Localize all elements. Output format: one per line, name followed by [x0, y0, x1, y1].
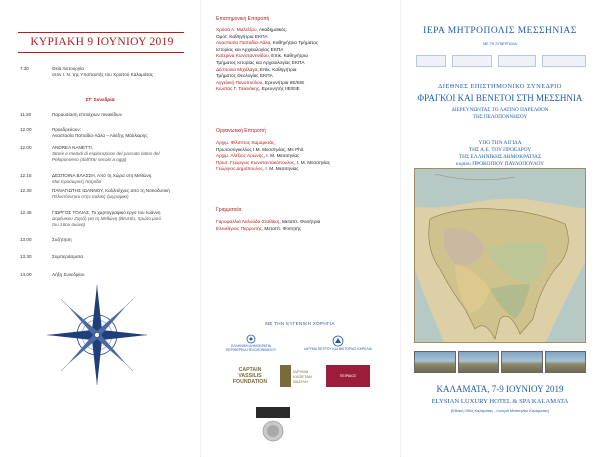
program-line-italic: Πελοπόννησο στην ιταλική ζωγραφική: [52, 193, 129, 199]
kapetan-mark-icon: [280, 365, 291, 387]
kapetan-line-2: ΚΑΠΕΤΑΝ: [293, 373, 312, 379]
captain-vassilis-line-1: CAPTAIN: [238, 367, 262, 373]
coin-icon: [262, 420, 284, 442]
sponsor-banner-text: ΠΕΙΡΑΙΩΣ: [339, 374, 357, 378]
member-name: Αρχιμ. Φίλιππος Χαμαρκτάς: [216, 140, 275, 145]
member-role: Τμήματος Ιστορίας και Αρχαιολογίας ΕΚΠΑ: [216, 59, 305, 65]
secretariat-list: [216, 219, 394, 232]
member-role: , Μεταπτ. Φοιτητής: [261, 225, 302, 231]
place-date: ΚΑΛΑΜΑΤΑ, 7-9 ΙΟΥΝΙΟΥ 2019: [436, 384, 564, 394]
program-time: 12.00: [20, 127, 32, 132]
divider: [18, 52, 184, 53]
member-role: , Ερευνητής ΙΙΕ/ΕΙΕ: [259, 86, 300, 92]
program-line-italic: Storie e metodi di esplorazione del passato latino del: [52, 150, 160, 156]
program-line: Συζήτηση: [52, 237, 72, 242]
program-line-italic: Peloponneso (dall'XIII secolo a oggi): [52, 156, 127, 162]
cosponsor-logo: [542, 55, 586, 67]
committee-member-line: [216, 40, 394, 47]
captain-vassilis-line-2: VASSILIS: [238, 373, 262, 379]
member-name: Χρύσα Α. Μαλτέζου: [216, 27, 257, 32]
program-description: [52, 210, 192, 227]
program-line: Παρουσίαση επιτοίχιων πινακίδων: [52, 112, 122, 117]
landscape-thumbnail: [501, 351, 543, 373]
member-name: Ελευθέριος Περρωτής: [216, 225, 262, 231]
sponsor-banner: [326, 365, 370, 387]
member-name: Κώστας Γ. Τσικνάκης: [216, 86, 260, 92]
subtitle-line-1: ΔΙΕΡΕΥΝΩΝΤΑΣ ΤΟ ΛΑΤΙΝΟ ΠΑΡΕΛΘΟΝ: [451, 107, 549, 113]
conference-title: ΦΡΑΓΚΟΙ ΚΑΙ ΒΕΝΕΤΟΙ ΣΤΗ ΜΕΣΣΗΝΙΑ: [417, 93, 583, 103]
program-time: 12.45: [20, 210, 32, 215]
member-role: Τμήματος Θεολογίας ΕΚΠΑ: [216, 73, 273, 79]
aegis-line-1: ΥΠΟ ΤΗΝ ΑΙΓΙΔΑ: [478, 140, 522, 146]
landscape-thumbnail: [414, 351, 456, 373]
committee-member-line: [216, 166, 394, 173]
member-role: Πρωτοσύγκελλος Ι.Μ. Μεσσηνίας, Ms Phil.: [216, 146, 305, 152]
cosponsor-label: ΜΕ ΤΗ ΣΥΝΕΡΓΑΣΙΑ: [483, 42, 517, 46]
member-name: Πρωτ. Γεώργιος Κωνσταντακόπουλος: [216, 159, 295, 165]
venue-address: (Εθνική Οδός Καλαμάτας - Λουτρά Μεσσηνίας Καλαμάτας): [450, 409, 550, 413]
organizing-committee-list: [216, 140, 394, 173]
program-description: [52, 112, 192, 118]
program-line: Συμπεράσματα: [52, 254, 84, 259]
program-line: Αναστασία Παπαδία-Λάλα – Αλέξης Μάλλιαρης: [52, 132, 148, 138]
program-time: 11.30: [20, 112, 32, 117]
dark-sponsor-logo: [256, 407, 290, 418]
peloponnese-region-logo: [220, 330, 282, 356]
karelia-foundation-logo: [292, 330, 384, 356]
compass-rose-icon: [42, 280, 152, 390]
landscape-thumbnail: [545, 351, 587, 373]
committee-member-line: [216, 60, 394, 67]
kapetan-vasili-logo: [276, 363, 316, 389]
karelia-emblem-icon: [331, 335, 345, 347]
program-time: 7.30: [20, 66, 29, 71]
member-name: Δέσποινα Μιχάλαγα: [216, 66, 258, 72]
member-name: Κατερίνα Κωνσταντινίδου: [216, 53, 269, 59]
metropolis-title: ΙΕΡΑ ΜΗΤΡΟΠΟΛΙΣ ΜΕΣΣΗΝΙΑΣ: [423, 26, 577, 36]
cosponsor-logos: [416, 53, 586, 69]
member-role: Ιστορίας και Αρχαιολογίας ΕΚΠΑ: [216, 46, 284, 52]
landscape-thumbnail: [458, 351, 500, 373]
conference-subtitle: [400, 107, 600, 120]
session-heading: ΣΤ' Συνεδρία: [85, 98, 115, 103]
program-description: [52, 254, 192, 260]
program-line-italic: Δομένικου Ζαρζή για τη Μεθώνη (Βενετία, πρώτο μισό: [52, 215, 162, 221]
member-role: , Ερευνήτρια ΙΙΕ/ΕΙΕ: [262, 79, 305, 85]
karelia-name: ΙΔΡΥΜΑ ΠΕΤΡΟΥ ΚΑΙ ΒΙΚΤΩΡΙΑΣ ΚΑΡΕΛΙΑ: [304, 347, 372, 351]
secretariat-heading: Γραμματεία: [216, 207, 242, 213]
program-line: Προεδρεύουν:: [52, 127, 81, 132]
secretariat-member-line: [216, 219, 394, 226]
member-role: , Καθηγήτρια Τμήματος: [270, 40, 319, 46]
member-role: Ομότ. Καθηγήτρια ΕΚΠΑ: [216, 33, 268, 39]
image-strip: [414, 351, 586, 373]
divider: [18, 32, 184, 33]
committee-member-line: [216, 140, 394, 147]
program-description: [52, 272, 192, 278]
subtitle-line-2: ΤΗΣ ΠΕΛΟΠΟΝΝΗΣΟΥ: [472, 113, 528, 120]
program-time: 12.30: [20, 188, 32, 193]
committee-member-line: [216, 86, 394, 93]
captain-vassilis-line-3: FOUNDATION: [232, 379, 268, 385]
day-title: ΚΥΡΙΑΚΗ 9 ΙΟΥΝΙΟΥ 2019: [30, 36, 174, 48]
scientific-committee-list: [216, 27, 394, 93]
committee-member-line: [216, 53, 394, 60]
program-time: 13.30: [20, 254, 32, 259]
conference-type: ΔΙΕΘΝΕΣ ΕΠΙΣΤΗΜΟΝΙΚΟ ΣΥΝΕΔΡΙΟ: [438, 83, 562, 90]
program-time: 12.00: [20, 145, 32, 150]
committee-member-line: [216, 73, 394, 80]
program-time: 12.15: [20, 173, 32, 178]
program-description: [52, 188, 192, 200]
program-description: [52, 127, 192, 139]
cosponsor-logo: [452, 55, 492, 67]
program-line: στον Ι. Ν. της Υπαπαντής του Χριστού Καλαμάτας: [52, 71, 154, 77]
program-line-italic: Μια προσωρινή πατρίδα: [52, 178, 102, 184]
member-role: , Επίκ. Καθηγήτρια: [257, 66, 297, 72]
member-role: , Ι. Μ. Μεσσηνίας: [294, 159, 331, 165]
program-line: ΔΕΣΠΟΙΝΑ ΒΛΑΣΣΗ, Από τη Χώρα στη Μεθώνη.: [52, 173, 153, 178]
region-line-2: ΠΕΡΙΦΕΡΕΙΑ ΠΕΛΟΠΟΝΝΗΣΟΥ: [225, 348, 277, 352]
program-description: [52, 173, 192, 185]
aegis-line-3: ΤΗΣ ΕΛΛΗΝΙΚΗΣ ΔΗΜΟΚΡΑΤΙΑΣ: [458, 154, 542, 160]
member-name: Αρχιμ. Αλέξιος Αρώνης: [216, 153, 264, 159]
member-role: ,: [274, 140, 276, 145]
scientific-committee-heading: Επιστημονική Επιτροπή: [216, 16, 270, 22]
aegis-line-2: ΤΗΣ Α.Ε. ΤΟΥ ΠΡΟΕΔΡΟΥ: [468, 147, 532, 153]
cosponsor-logo: [416, 55, 446, 67]
organizing-committee-heading: Οργανωτική Επιτροπή: [216, 128, 266, 134]
program-line: ANDREA NANETTI,: [52, 145, 94, 150]
member-name: Γεώργιος Δημόπουλος: [216, 166, 263, 172]
kapetan-line-3: ΒΑΣΙΛΗ: [293, 378, 308, 384]
peloponnese-map-image: [414, 168, 586, 343]
committee-member-line: [216, 27, 394, 34]
aegis-block: [400, 140, 600, 168]
kapetan-line-1: ΙΔΡΥΜΑ: [293, 368, 309, 374]
fold-line: [200, 0, 201, 457]
aegis-line-4: κυρίου ΠΡΟΚΟΠΙΟΥ ΠΑΥΛΟΠΟΥΛΟΥ: [455, 161, 545, 167]
member-role: , Ι. Μ. Μεσσηνίας: [263, 153, 300, 159]
venue: ELYSIAN LUXURY HOTEL & SPA KALAMATA: [431, 398, 569, 405]
member-name: Αναστασία Παπαδία-Λάλα: [216, 40, 271, 46]
program-line: Θεία Λειτουργία: [52, 66, 84, 71]
region-emblem-icon: [245, 334, 257, 344]
member-role: , Μεταπτ. Φοιτήτρια: [279, 219, 321, 224]
region-line-1: ΕΛΛΗΝΙΚΗ ΔΗΜΟΚΡΑΤΙΑ: [231, 344, 271, 348]
member-role: , Ι. Μ. Μεσσηνίας: [262, 166, 299, 172]
program-line: ΓΙΩΡΓΟΣ ΤΟΛΙΑΣ, Το χαρτογραφικό έργο του Ιωάννη: [52, 210, 161, 215]
member-role: , Επίκ. Καθηγήτρια: [268, 53, 308, 59]
member-name: Αγγελική Πανοπούλου: [216, 79, 263, 85]
committee-member-line: [216, 153, 394, 160]
secretariat-member-line: [216, 226, 394, 233]
program-description: [52, 145, 192, 162]
member-role: , Ακαδημαϊκός,: [256, 27, 288, 32]
program-description: [52, 237, 192, 243]
program-line-italic: του 16ου αιώνα): [52, 221, 86, 227]
program-time: 14.00: [20, 272, 32, 277]
sponsor-label: ΜΕ ΤΗΝ ΕΥΓΕΝΙΚΗ ΧΟΡΗΓΙΑ: [265, 321, 335, 326]
program-time: 13.00: [20, 237, 32, 242]
member-name: Γαρυφαλλιά Λαλούδα-Σταθάκη: [216, 219, 280, 224]
program-description: [52, 66, 192, 78]
program-line: ΠΑΝΑΓΙΩΤΗΣ ΙΩΑΝΝΟΥ, Καλλιτέχνες από τη Νοτιοδυτική: [52, 188, 170, 193]
captain-vassilis-logo: [228, 363, 272, 389]
cosponsor-logo: [498, 55, 536, 67]
program-line: Λήξη Συνεδρίου: [52, 272, 85, 277]
